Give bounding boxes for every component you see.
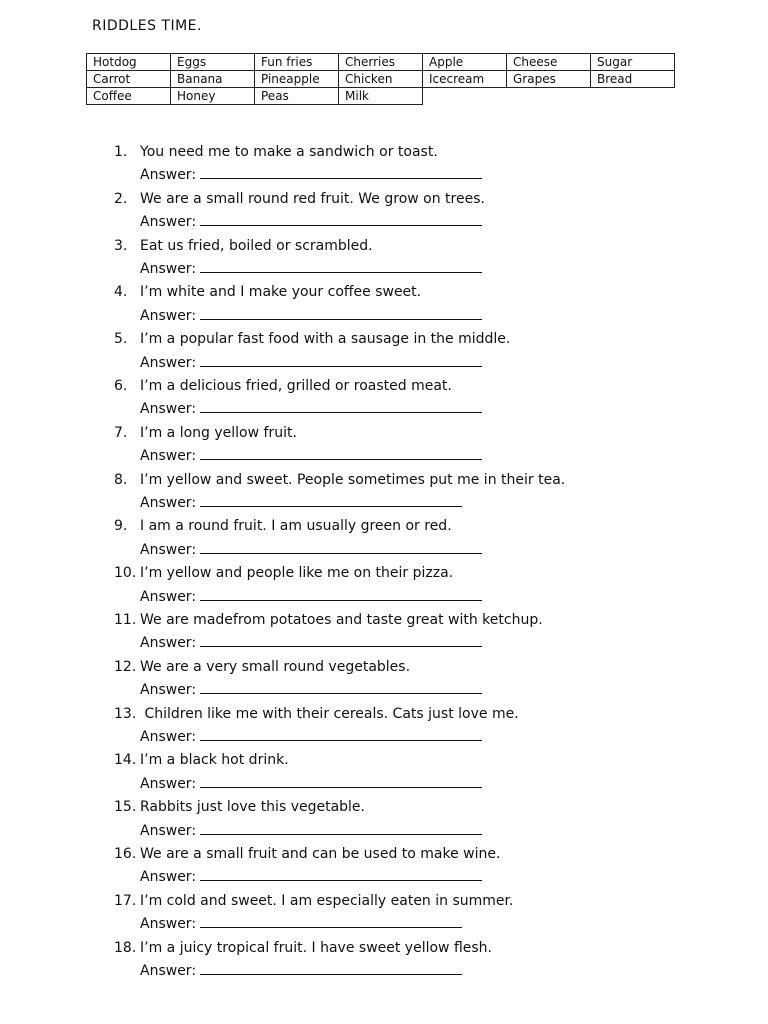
riddle-text: I’m cold and sweet. I am especially eaten in summer. (140, 892, 514, 909)
answer-label: Answer: (140, 588, 197, 605)
answer-line (114, 867, 674, 890)
word-bank-cell: Honey (171, 88, 255, 105)
riddle-text: I’m a juicy tropical fruit. I have sweet yellow flesh. (140, 939, 492, 956)
answer-label: Answer: (140, 448, 197, 465)
riddle-number: 11. (114, 611, 137, 628)
answer-blank[interactable] (200, 728, 482, 741)
answer-blank[interactable] (200, 260, 482, 273)
riddle-number: 9. (114, 518, 128, 535)
riddle-text: I’m a long yellow fruit. (140, 424, 297, 441)
riddle-number: 6. (114, 377, 128, 394)
riddle-number: 17. (114, 892, 137, 909)
answer-line (114, 399, 674, 422)
answer-blank[interactable] (200, 213, 482, 226)
riddle-question (114, 282, 674, 305)
riddle-number: 3. (114, 237, 128, 254)
answer-label: Answer: (140, 869, 197, 886)
riddle-text: We are madefrom potatoes and taste great with ketchup. (140, 611, 543, 628)
answer-label: Answer: (140, 307, 197, 324)
answer-label: Answer: (140, 167, 197, 184)
riddle-item (114, 376, 674, 423)
word-bank-cell: Apple (423, 54, 507, 71)
riddle-question (114, 610, 674, 633)
word-bank-cell: Coffee (87, 88, 171, 105)
word-bank-cell: Carrot (87, 71, 171, 88)
riddle-text: I’m yellow and people like me on their pizza. (140, 565, 454, 582)
riddle-number: 4. (114, 284, 128, 301)
riddle-question (114, 236, 674, 259)
riddle-text: I’m white and I make your coffee sweet. (140, 284, 422, 301)
word-bank-cell: Icecream (423, 71, 507, 88)
word-bank-empty-cell (507, 88, 591, 105)
answer-line (114, 914, 674, 937)
answer-label: Answer: (140, 728, 197, 745)
answer-blank[interactable] (200, 681, 482, 694)
answer-label: Answer: (140, 401, 197, 418)
riddle-question (114, 750, 674, 773)
word-bank-empty-cell (591, 88, 675, 105)
riddle-number: 2. (114, 190, 128, 207)
riddle-text: I’m a black hot drink. (140, 752, 289, 769)
answer-blank[interactable] (200, 915, 462, 928)
word-bank-cell: Bread (591, 71, 675, 88)
answer-line (114, 165, 674, 188)
riddle-number: 16. (114, 845, 137, 862)
riddle-item (114, 282, 674, 329)
riddle-text: I’m a popular fast food with a sausage in the middle. (140, 331, 511, 348)
riddle-text: Rabbits just love this vegetable. (140, 799, 365, 816)
riddle-question (114, 704, 674, 727)
riddle-question (114, 376, 674, 399)
riddle-question (114, 470, 674, 493)
riddle-number: 1. (114, 144, 128, 160)
riddle-question (114, 423, 674, 446)
word-bank-cell: Chicken (339, 71, 423, 88)
answer-label: Answer: (140, 682, 197, 699)
page-title: RIDDLES TIME. (92, 18, 202, 34)
answer-line (114, 353, 674, 376)
riddle-question (114, 329, 674, 352)
answer-blank[interactable] (200, 775, 482, 788)
word-bank-row (87, 88, 675, 105)
word-bank-cell: Sugar (591, 54, 675, 71)
riddle-item (114, 891, 674, 938)
word-bank-empty-cell (423, 88, 507, 105)
riddle-question (114, 657, 674, 680)
riddle-number: 10. (114, 565, 137, 582)
word-bank-cell: Cheese (507, 54, 591, 71)
riddle-text: Children like me with their cereals. Cats just love me. (140, 705, 519, 722)
word-bank-cell: Hotdog (87, 54, 171, 71)
word-bank-cell: Fun fries (255, 54, 339, 71)
word-bank-cell: Peas (255, 88, 339, 105)
answer-blank[interactable] (200, 541, 482, 554)
answer-line (114, 212, 674, 235)
riddle-question (114, 189, 674, 212)
riddle-number: 18. (114, 939, 137, 956)
riddle-item (114, 236, 674, 283)
riddle-item (114, 423, 674, 470)
riddle-number: 13. (114, 705, 137, 722)
word-bank-cell: Cherries (339, 54, 423, 71)
riddle-text: I’m a delicious fried, grilled or roasted meat. (140, 377, 452, 394)
riddle-number: 15. (114, 799, 137, 816)
answer-label: Answer: (140, 260, 197, 277)
word-bank-row (87, 71, 675, 88)
answer-label: Answer: (140, 494, 197, 511)
answer-line (114, 774, 674, 797)
riddle-item (114, 516, 674, 563)
answer-line (114, 633, 674, 656)
answer-blank[interactable] (200, 447, 482, 460)
answer-label: Answer: (140, 916, 197, 933)
answer-label: Answer: (140, 635, 197, 652)
riddle-number: 8. (114, 471, 128, 488)
answer-line (114, 540, 674, 563)
word-bank-cell: Eggs (171, 54, 255, 71)
riddle-question (114, 938, 674, 961)
answer-blank[interactable] (200, 354, 482, 367)
riddle-item (114, 470, 674, 517)
riddle-question (114, 844, 674, 867)
riddle-item (114, 750, 674, 797)
answer-label: Answer: (140, 822, 197, 839)
riddle-item (114, 844, 674, 891)
riddle-number: 5. (114, 331, 128, 348)
riddle-text: We are a small round red fruit. We grow on trees. (140, 190, 485, 207)
answer-blank[interactable] (200, 822, 482, 835)
answer-blank[interactable] (200, 588, 482, 601)
word-bank-cell: Grapes (507, 71, 591, 88)
riddle-number: 14. (114, 752, 137, 769)
word-bank-row (87, 54, 675, 71)
answer-blank[interactable] (200, 400, 482, 413)
answer-label: Answer: (140, 962, 197, 979)
riddle-text: Eat us fried, boiled or scrambled. (140, 237, 373, 254)
riddle-text: I’m yellow and sweet. People sometimes put me in their tea. (140, 471, 566, 488)
riddle-item (114, 329, 674, 376)
riddle-question (114, 142, 674, 165)
answer-line (114, 446, 674, 469)
riddle-item (114, 797, 674, 844)
riddle-question (114, 516, 674, 539)
answer-blank[interactable] (200, 868, 482, 881)
answer-label: Answer: (140, 541, 197, 558)
answer-label: Answer: (140, 775, 197, 792)
answer-line (114, 961, 674, 984)
answer-line (114, 587, 674, 610)
riddle-text: We are a very small round vegetables. (140, 658, 411, 675)
answer-blank[interactable] (200, 307, 482, 320)
answer-line (114, 259, 674, 282)
answer-line (114, 680, 674, 703)
answer-blank[interactable] (200, 494, 462, 507)
riddle-question (114, 891, 674, 914)
answer-blank[interactable] (200, 962, 462, 975)
riddle-text: I am a round fruit. I am usually green or red. (140, 518, 452, 535)
riddle-number: 12. (114, 658, 137, 675)
riddle-item (114, 563, 674, 610)
riddle-list (114, 142, 674, 984)
riddle-item (114, 610, 674, 657)
riddle-text: We are a small fruit and can be used to make wine. (140, 845, 501, 862)
riddle-item (114, 189, 674, 236)
word-bank-cell: Banana (171, 71, 255, 88)
answer-line (114, 727, 674, 750)
answer-blank[interactable] (200, 166, 482, 179)
riddle-number: 7. (114, 424, 128, 441)
riddle-item (114, 142, 674, 189)
word-bank-table (86, 53, 675, 105)
riddle-item (114, 657, 674, 704)
answer-label: Answer: (140, 354, 197, 371)
answer-label: Answer: (140, 214, 197, 231)
riddle-item (114, 704, 674, 751)
answer-line (114, 493, 674, 516)
word-bank-cell: Milk (339, 88, 423, 105)
answer-line (114, 306, 674, 329)
riddle-text: You need me to make a sandwich or toast. (140, 144, 438, 160)
riddle-question (114, 563, 674, 586)
answer-line (114, 821, 674, 844)
answer-blank[interactable] (200, 634, 482, 647)
word-bank-cell: Pineapple (255, 71, 339, 88)
riddle-question (114, 797, 674, 820)
riddle-item (114, 938, 674, 985)
